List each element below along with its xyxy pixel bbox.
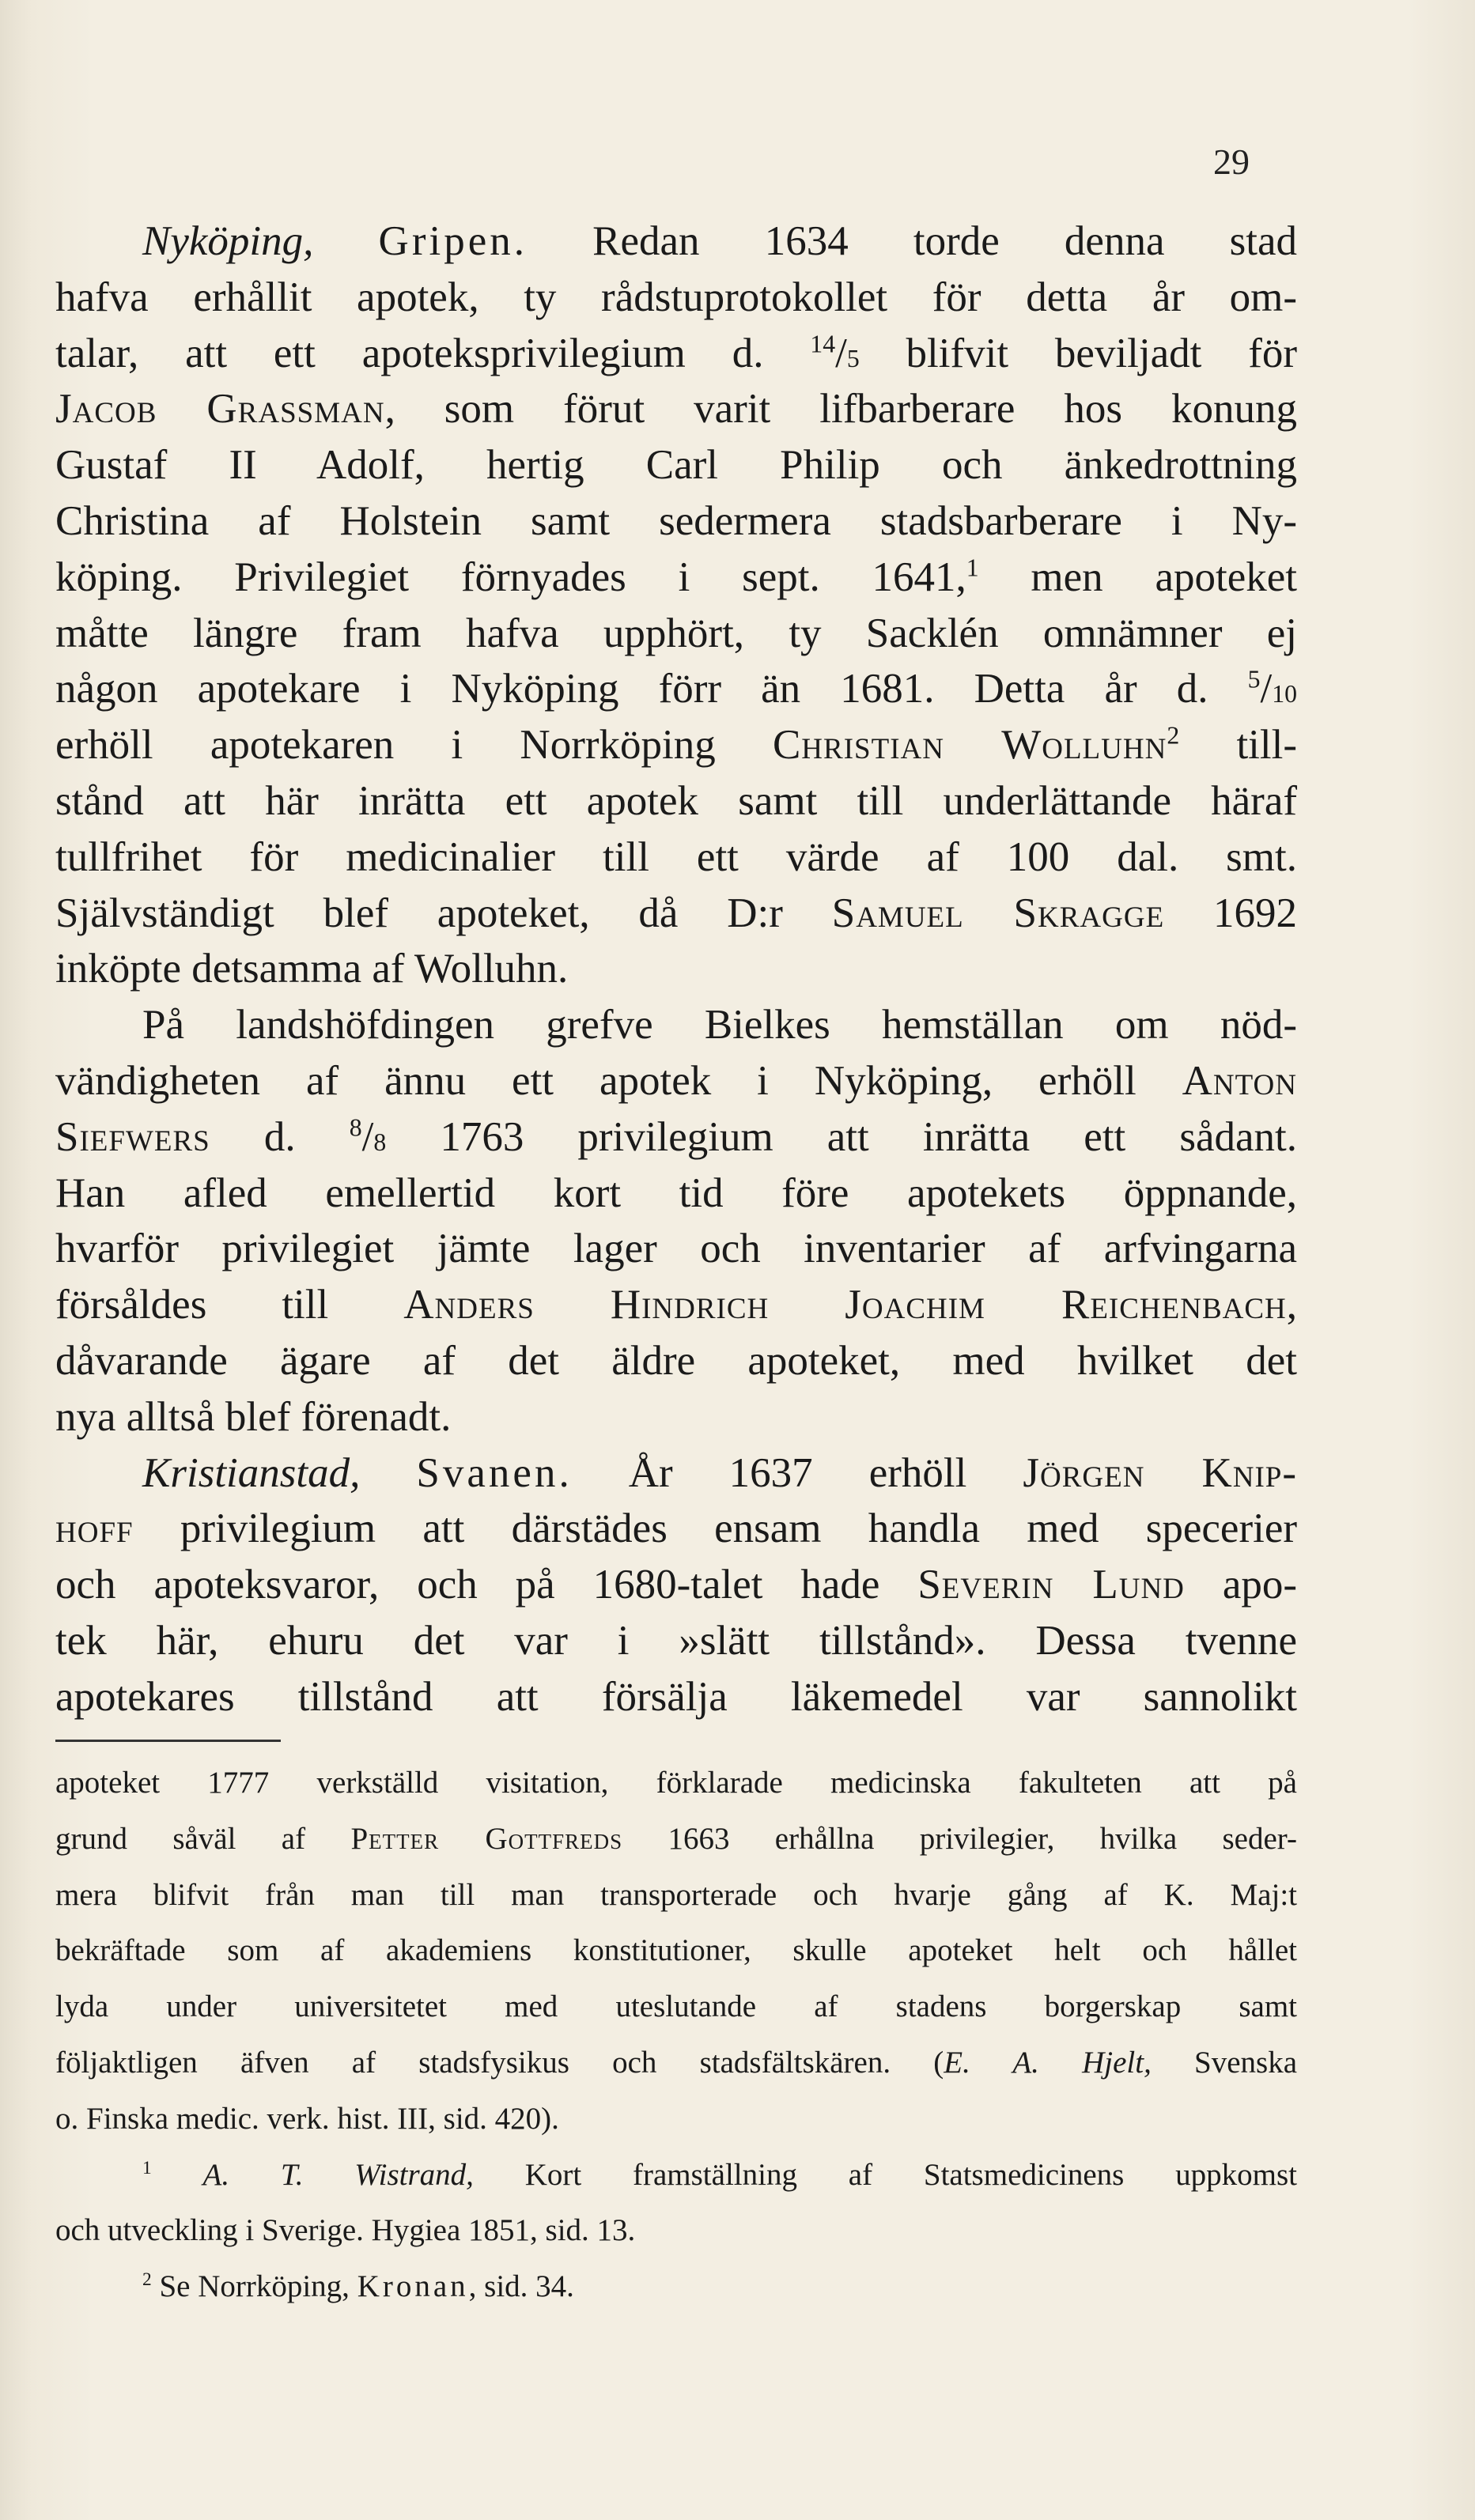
body-text-line-5: Gustaf II Adolf, hertig Carl Philip och änkedrottning bbox=[55, 442, 1297, 489]
body-text-line-23: Kristianstad, Svanen. År 1637 erhöll Jörgen Knip- bbox=[142, 1449, 1297, 1496]
footnote-line-10: $^2$ Se Norrköping, Kronan, sid. 34. bbox=[142, 2269, 574, 2304]
footnote-line-1: apoteket 1777 verkställd visitation, förklarade medicinska fakulteten att på bbox=[55, 1766, 1297, 1800]
footnote-line-7: o. Finska medic. verk. hist. III, sid. 420). bbox=[55, 2101, 559, 2136]
body-text-line-16: vändigheten af ännu ett apotek i Nyköping, erhöll Anton bbox=[55, 1057, 1297, 1104]
body-text-line-13: Självständigt blef apoteket, då D:r Samuel Skragge 1692 bbox=[55, 890, 1298, 936]
body-text-line-14: inköpte detsamma af Wolluhn. bbox=[55, 946, 569, 992]
body-text-line-27: apotekares tillstånd att försälja läkemedel var sannolikt bbox=[55, 1673, 1297, 1720]
main-text bbox=[55, 213, 1297, 1725]
body-text-line-8: måtte längre fram hafva upphört, ty Sacklén omnämner ej bbox=[55, 610, 1297, 656]
footnotes bbox=[55, 1759, 1297, 2319]
body-text-line-1: Nyköping, Gripen. Redan 1634 torde denna stad bbox=[142, 218, 1297, 264]
body-text-line-26: tek här, ehuru det var i »slätt tillstånd». Dessa tvenne bbox=[55, 1617, 1297, 1664]
body-text-line-17: Siefwers d. $^8$/8 1763 privilegium att inrätta ett sådant. bbox=[55, 1113, 1297, 1160]
body-text-line-12: tullfrihet för medicinalier till ett värde af 100 dal. smt. bbox=[55, 833, 1297, 880]
body-text-line-10: erhöll apotekaren i Norrköping Christian Wolluhn$^2$ till- bbox=[55, 721, 1297, 769]
body-text-line-4: Jacob Grassman, som förut varit lifbarberare hos konung bbox=[55, 386, 1297, 433]
body-text-line-9: någon apotekare i Nyköping förr än 1681. Detta år d. $^5$/10 bbox=[55, 665, 1297, 712]
body-text-line-18: Han afled emellertid kort tid före apotekets öppnande, bbox=[55, 1169, 1297, 1216]
body-text-line-25: och apoteksvaror, och på 1680-talet hade Severin Lund apo- bbox=[55, 1562, 1297, 1608]
body-text-line-24: hoff privilegium att därstädes ensam handla med specerier bbox=[55, 1506, 1297, 1552]
body-text-line-15: På landshöfdingen grefve Bielkes hemställan om nöd- bbox=[142, 1002, 1297, 1048]
footnote-line-3: mera blifvit från man till man transporterade och hvarje gång af K. Maj:t bbox=[55, 1877, 1297, 1912]
body-text-line-2: hafva erhållit apotek, ty rådstuprotokollet för detta år om- bbox=[55, 274, 1297, 320]
body-text-line-11: stånd att här inrätta ett apotek samt till underlättande häraf bbox=[55, 777, 1297, 824]
footnote-separator bbox=[55, 1740, 281, 1742]
body-text-line-6: Christina af Holstein samt sedermera stadsbarberare i Ny- bbox=[55, 497, 1297, 544]
footnote-line-4: bekräftade som af akademiens konstitutioner, skulle apoteket helt och hållet bbox=[55, 1933, 1297, 1968]
body-text-line-20: försåldes till Anders Hindrich Joachim Reichenbach, bbox=[55, 1282, 1298, 1328]
body-text-line-21: dåvarande ägare af det äldre apoteket, med hvilket det bbox=[55, 1337, 1297, 1384]
body-text-line-7: köping. Privilegiet förnyades i sept. 1641,$^1$ men apoteket bbox=[55, 553, 1297, 600]
footnote-line-8: $^1$ A. T. Wistrand, Kort framställning af Statsmedicinens uppkomst bbox=[142, 2157, 1298, 2192]
body-text-line-22: nya alltså blef förenadt. bbox=[55, 1393, 452, 1440]
footnote-line-2: grund såväl af Petter Gottfreds 1663 erhållna privilegier, hvilka seder- bbox=[55, 1821, 1297, 1856]
body-text-line-3: talar, att ett apoteksprivilegium d. $^{14}$/5 blifvit beviljadt för bbox=[55, 329, 1298, 376]
footnote-line-9: och utveckling i Sverige. Hygiea 1851, sid. 13. bbox=[55, 2213, 636, 2248]
footnote-line-6: följaktligen äfven af stadsfysikus och stadsfältskären. (E. A. Hjelt, Svenska bbox=[55, 2045, 1297, 2080]
body-text-line-19: hvarför privilegiet jämte lager och inventarier af arfvingarna bbox=[55, 1226, 1297, 1272]
page-number: 29 bbox=[1213, 142, 1250, 182]
footnote-line-5: lyda under universitetet med uteslutande af stadens borgerskap samt bbox=[55, 1989, 1297, 2024]
